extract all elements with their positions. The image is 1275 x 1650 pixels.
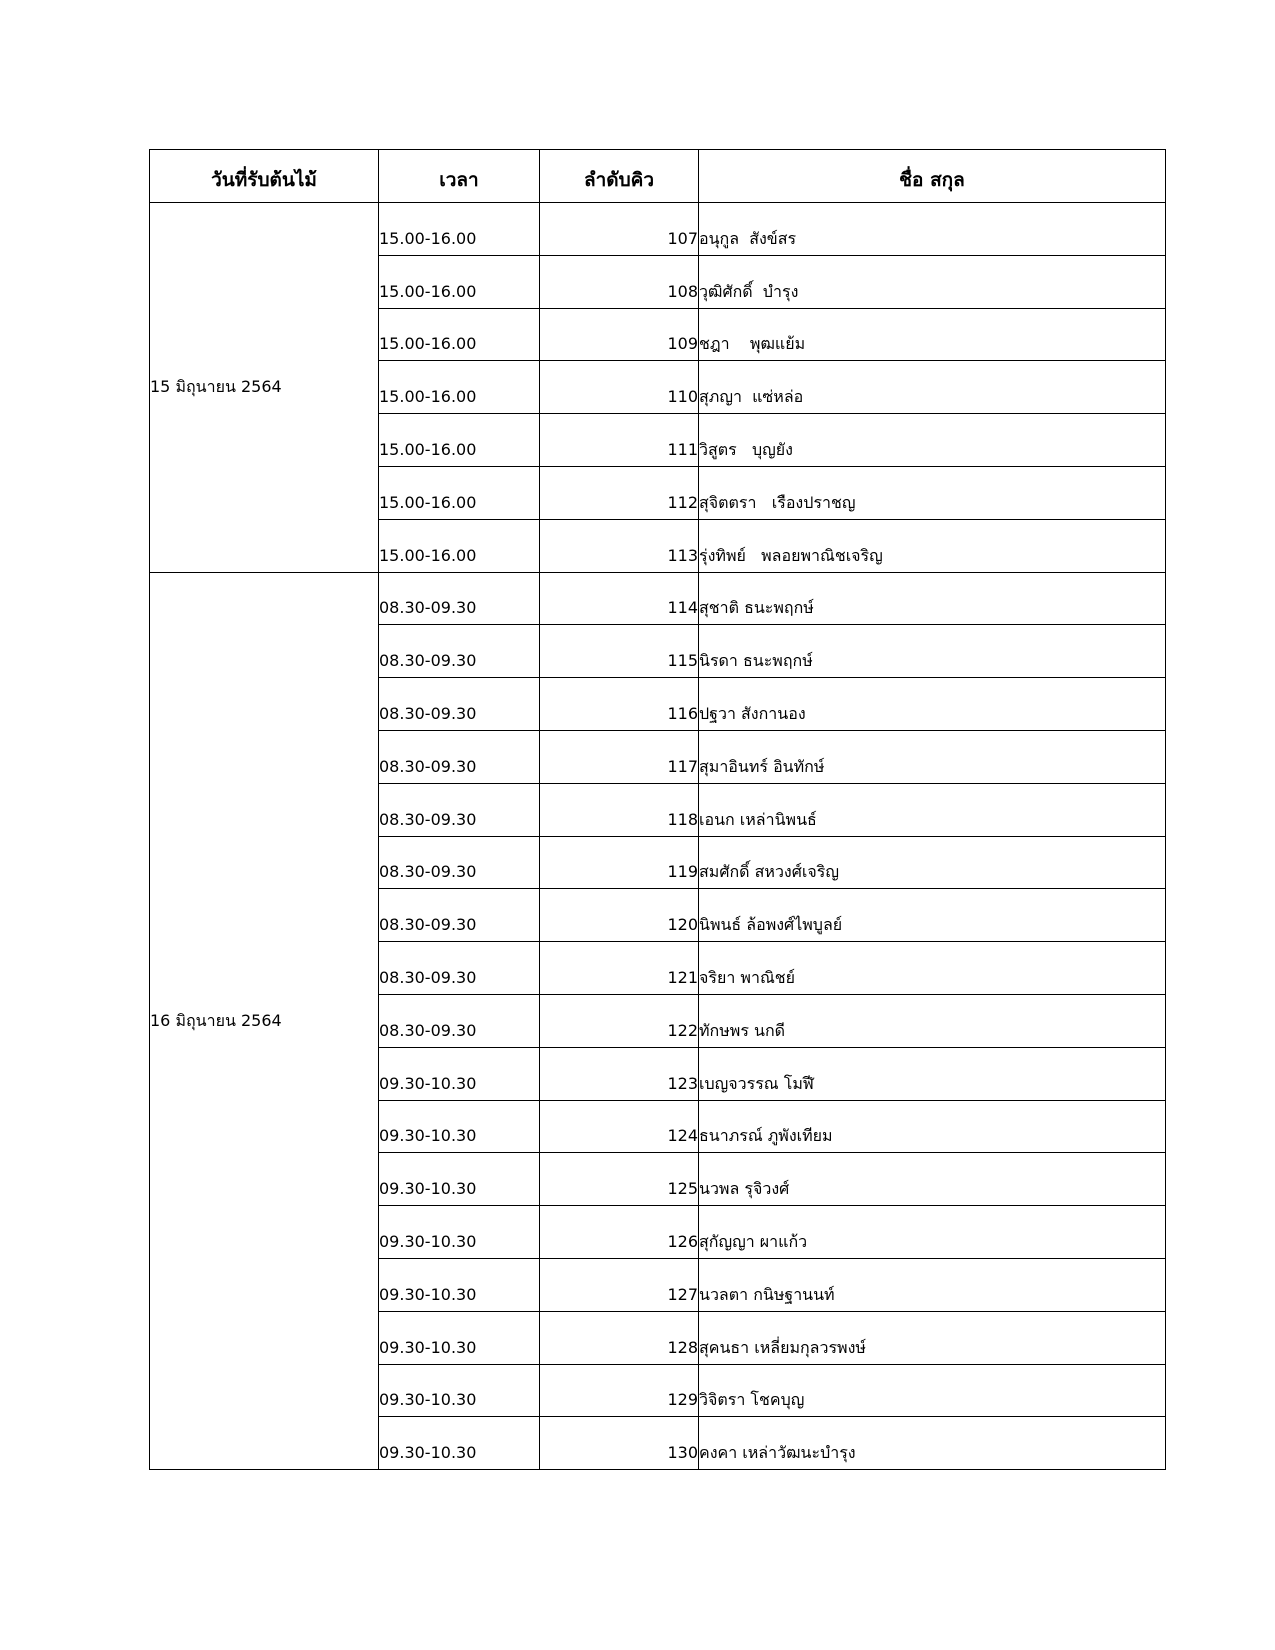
queue-cell: 120 xyxy=(540,889,699,942)
time-cell: 08.30-09.30 xyxy=(379,889,540,942)
name-cell: สุจิตตรา เรืองปราชญ xyxy=(699,466,1166,519)
time-cell: 08.30-09.30 xyxy=(379,783,540,836)
name-cell: เบญจวรรณ โมฬี xyxy=(699,1047,1166,1100)
name-cell: อนุกูล สังข์สร xyxy=(699,203,1166,256)
queue-cell: 111 xyxy=(540,414,699,467)
time-cell: 08.30-09.30 xyxy=(379,836,540,889)
queue-cell: 121 xyxy=(540,942,699,995)
time-cell: 15.00-16.00 xyxy=(379,308,540,361)
queue-cell: 123 xyxy=(540,1047,699,1100)
queue-cell: 115 xyxy=(540,625,699,678)
queue-cell: 122 xyxy=(540,994,699,1047)
header-row xyxy=(150,150,1166,203)
name-cell: นวพล รุจิวงศ์ xyxy=(699,1153,1166,1206)
time-cell: 15.00-16.00 xyxy=(379,361,540,414)
name-cell: นิพนธ์ ล้อพงศ์ไพบูลย์ xyxy=(699,889,1166,942)
name-cell: สมศักดิ์ สหวงศ์เจริญ xyxy=(699,836,1166,889)
header-date: วันที่รับต้นไม้ xyxy=(150,150,379,203)
queue-table xyxy=(149,149,1166,1470)
time-cell: 09.30-10.30 xyxy=(379,1311,540,1364)
time-cell: 15.00-16.00 xyxy=(379,519,540,572)
time-cell: 09.30-10.30 xyxy=(379,1206,540,1259)
time-cell: 09.30-10.30 xyxy=(379,1100,540,1153)
time-cell: 08.30-09.30 xyxy=(379,625,540,678)
queue-cell: 124 xyxy=(540,1100,699,1153)
queue-cell: 110 xyxy=(540,361,699,414)
queue-cell: 127 xyxy=(540,1258,699,1311)
table-body xyxy=(150,203,1166,1470)
table-header xyxy=(150,150,1166,203)
name-cell: สุชาติ ธนะพฤกษ์ xyxy=(699,572,1166,625)
header-time: เวลา xyxy=(379,150,540,203)
name-cell: จริยา พาณิชย์ xyxy=(699,942,1166,995)
time-cell: 08.30-09.30 xyxy=(379,678,540,731)
time-cell: 08.30-09.30 xyxy=(379,942,540,995)
queue-cell: 113 xyxy=(540,519,699,572)
queue-cell: 130 xyxy=(540,1417,699,1470)
queue-cell: 109 xyxy=(540,308,699,361)
time-cell: 15.00-16.00 xyxy=(379,466,540,519)
name-cell: สุคนธา เหลี่ยมกุลวรพงษ์ xyxy=(699,1311,1166,1364)
name-cell: สุภญา แซ่หล่อ xyxy=(699,361,1166,414)
header-name: ชื่อ สกุล xyxy=(699,150,1166,203)
name-cell: ทักษพร นกดี xyxy=(699,994,1166,1047)
queue-cell: 119 xyxy=(540,836,699,889)
queue-cell: 108 xyxy=(540,255,699,308)
name-cell: คงคา เหล่าวัฒนะบำรุง xyxy=(699,1417,1166,1470)
name-cell: สุมาอินทร์ อินทักษ์ xyxy=(699,730,1166,783)
header-queue: ลำดับคิว xyxy=(540,150,699,203)
date-cell: 15 มิถุนายน 2564 xyxy=(150,203,379,573)
queue-cell: 126 xyxy=(540,1206,699,1259)
table-row xyxy=(150,572,1166,625)
time-cell: 09.30-10.30 xyxy=(379,1258,540,1311)
time-cell: 08.30-09.30 xyxy=(379,994,540,1047)
name-cell: ชฎา พุฒแย้ม xyxy=(699,308,1166,361)
name-cell: วิจิตรา โชคบุญ xyxy=(699,1364,1166,1417)
name-cell: ปฐวา สังกานอง xyxy=(699,678,1166,731)
time-cell: 15.00-16.00 xyxy=(379,414,540,467)
time-cell: 09.30-10.30 xyxy=(379,1364,540,1417)
time-cell: 08.30-09.30 xyxy=(379,572,540,625)
queue-cell: 118 xyxy=(540,783,699,836)
queue-cell: 117 xyxy=(540,730,699,783)
name-cell: วิสูตร บุญยัง xyxy=(699,414,1166,467)
queue-cell: 129 xyxy=(540,1364,699,1417)
time-cell: 08.30-09.30 xyxy=(379,730,540,783)
queue-cell: 107 xyxy=(540,203,699,256)
time-cell: 09.30-10.30 xyxy=(379,1417,540,1470)
queue-cell: 128 xyxy=(540,1311,699,1364)
time-cell: 09.30-10.30 xyxy=(379,1153,540,1206)
queue-cell: 114 xyxy=(540,572,699,625)
time-cell: 15.00-16.00 xyxy=(379,255,540,308)
name-cell: เอนก เหล่านิพนธ์ xyxy=(699,783,1166,836)
name-cell: นิรดา ธนะพฤกษ์ xyxy=(699,625,1166,678)
name-cell: นวลตา กนิษฐานนท์ xyxy=(699,1258,1166,1311)
queue-cell: 112 xyxy=(540,466,699,519)
queue-cell: 125 xyxy=(540,1153,699,1206)
name-cell: รุ่งทิพย์ พลอยพาณิชเจริญ xyxy=(699,519,1166,572)
time-cell: 15.00-16.00 xyxy=(379,203,540,256)
time-cell: 09.30-10.30 xyxy=(379,1047,540,1100)
name-cell: สุกัญญา ผาแก้ว xyxy=(699,1206,1166,1259)
table-row xyxy=(150,203,1166,256)
name-cell: วุฒิศักดิ์ บำรุง xyxy=(699,255,1166,308)
date-cell: 16 มิถุนายน 2564 xyxy=(150,572,379,1470)
name-cell: ธนาภรณ์ ภูพังเทียม xyxy=(699,1100,1166,1153)
queue-cell: 116 xyxy=(540,678,699,731)
